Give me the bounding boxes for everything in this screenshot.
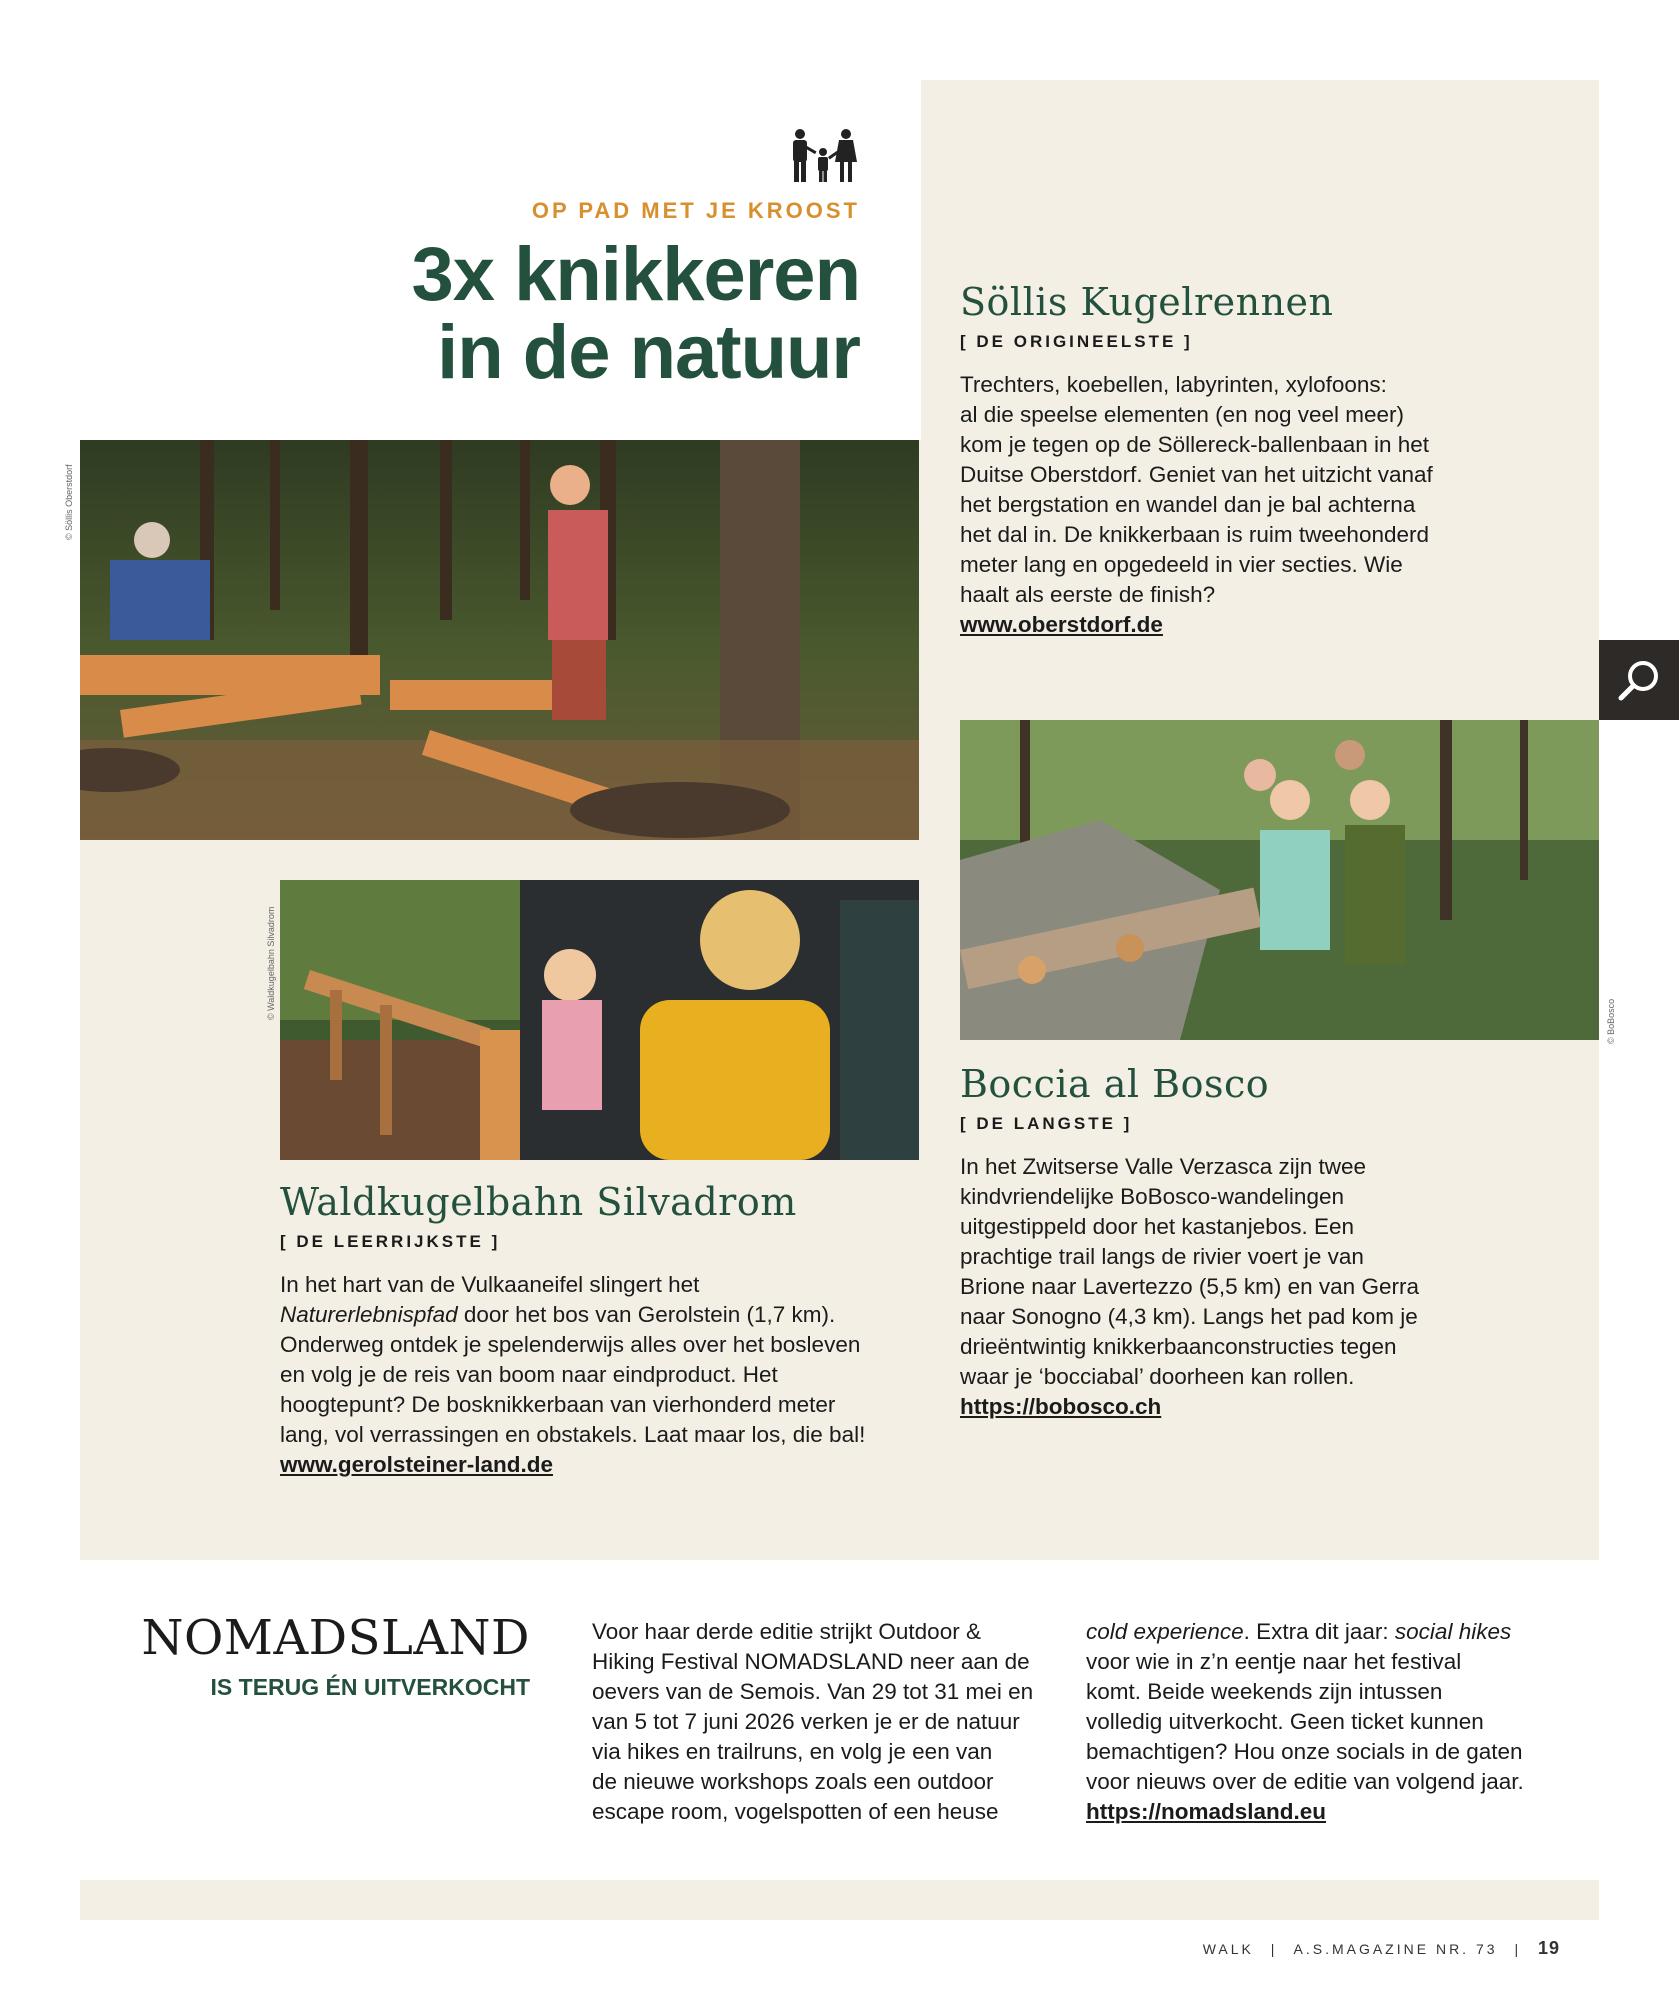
body-line: hoogtepunt? De bosknikkerbaan van vierhonderd meter [280,1392,836,1417]
nomadsland-column-2 [1086,1617,1566,1827]
body-line: meter lang en opgedeeld in vier secties. Wie [960,552,1403,577]
photo-sollis-kugelrennen [80,440,919,840]
photo-boccia-al-bosco [960,720,1599,1040]
search-icon [1599,640,1679,720]
body-line: de nieuwe workshops zoals een outdoor [592,1769,994,1794]
nomadsland-heading [130,1610,530,1701]
title-line-1: 3x knikkeren [411,232,860,317]
body-line: Voor haar derde editie strijkt Outdoor & [592,1619,981,1644]
body-line: Duitse Oberstdorf. Geniet van het uitzicht vanaf [960,462,1433,487]
footer-magazine: A.S.MAGAZINE NR. 73 [1293,1941,1498,1957]
page-number: 19 [1537,1938,1560,1958]
article-title: Boccia al Bosco [960,1062,1270,1106]
nomadsland-link[interactable]: https://nomadsland.eu [1086,1799,1327,1824]
footer-separator: | [1270,1941,1278,1957]
body-line: haalt als eerste de finish? [960,582,1216,607]
body-line: voor wie in z’n eentje naar het festival [1086,1649,1462,1674]
italic-term: Naturerlebnispfad [280,1302,458,1327]
photo-credit-waldkugelbahn: © Waldkugelbahn Silvadrom [266,906,276,1020]
body-line: voor nieuws over de editie van volgend jaar. [1086,1769,1524,1794]
body-line: prachtige trail langs de rivier voert je van [960,1244,1364,1269]
kicker: OP PAD MET JE KROOST [531,198,860,223]
footer-section: WALK [1202,1941,1254,1957]
body-line: komt. Beide weekends zijn intussen [1086,1679,1443,1704]
body-line: In het hart van de Vulkaaneifel slingert het [280,1272,700,1297]
family-icon [784,128,862,184]
page-title [300,232,860,395]
body-line: en volg je de reis van boom naar eindproduct. Het [280,1362,778,1387]
article-title: Waldkugelbahn Silvadrom [280,1180,797,1224]
body-line: drieëntwintig knikkerbaanconstructies tegen [960,1334,1397,1359]
body-line: via hikes en trailruns, en volg je een van [592,1739,993,1764]
article-tag: [ DE LANGSTE ] [960,1114,1133,1133]
article-tag: [ DE LEERRIJKSTE ] [280,1232,501,1251]
body-line [1086,1617,1566,1647]
article-tag: [ DE ORIGINEELSTE ] [960,332,1193,351]
article-body [960,1152,1560,1422]
article-link[interactable]: www.oberstdorf.de [960,612,1163,637]
article-silvadrom [280,1180,920,1480]
body-line-rest: door het bos van Gerolstein (1,7 km). [457,1302,836,1327]
italic-term: cold experience [1086,1619,1244,1644]
photo-credit-sollis: © Söllis Oberstdorf [64,464,74,540]
photo-credit-bobosco: © BoBosco [1606,998,1616,1044]
body-line: kindvriendelijke BoBosco-wandelingen [960,1184,1344,1209]
body-line: al die speelse elementen (en nog veel meer) [960,402,1405,427]
footer-separator: | [1514,1941,1522,1957]
italic-term: social hikes [1394,1619,1512,1644]
body-line [280,1300,920,1330]
title-line-2: in de natuur [437,310,860,395]
body-line: Brione naar Lavertezzo (5,5 km) en van Gerra [960,1274,1419,1299]
body-line: oevers van de Semois. Van 29 tot 31 mei en [592,1679,1034,1704]
body-line: Onderweg ontdek je spelenderwijs alles over het bosleven [280,1332,861,1357]
body-line: het bergstation en wandel dan je bal achterna [960,492,1416,517]
article-link[interactable]: www.gerolsteiner-land.de [280,1452,553,1477]
body-line: uitgestippeld door het kastanjebos. Een [960,1214,1355,1239]
body-line: bemachtigen? Hou onze socials in de gaten [1086,1739,1523,1764]
nomadsland-subtitle: IS TERUG ÉN UITVERKOCHT [210,1674,530,1700]
body-line: Trechters, koebellen, labyrinten, xylofoons: [960,372,1387,397]
article-link[interactable]: https://bobosco.ch [960,1394,1162,1419]
article-title: Söllis Kugelrennen [960,280,1334,324]
nomadsland-column-1 [592,1617,1052,1827]
body-line: escape room, vogelspotten of een heuse [592,1799,999,1824]
page-footer [1180,1938,1560,1959]
bottom-band [80,1880,1599,1920]
article-body [960,370,1520,640]
article-sollis [960,280,1520,640]
body-line-mid: . Extra dit jaar: [1243,1619,1395,1644]
nomadsland-title: NOMADSLAND [141,1610,530,1666]
photo-waldkugelbahn-silvadrom [280,880,919,1160]
body-line: waar je ‘bocciabal’ doorheen kan rollen. [960,1364,1355,1389]
search-tab[interactable] [1599,640,1679,720]
body-line: volledig uitverkocht. Geen ticket kunnen [1086,1709,1484,1734]
article-body [280,1270,920,1480]
body-line: naar Sonogno (4,3 km). Langs het pad kom je [960,1304,1418,1329]
body-line: In het Zwitserse Valle Verzasca zijn twee [960,1154,1367,1179]
body-line: het dal in. De knikkerbaan is ruim tweehonderd [960,522,1430,547]
body-line: Hiking Festival NOMADSLAND neer aan de [592,1649,1030,1674]
body-line: lang, vol verrassingen en obstakels. Laat maar los, die bal! [280,1422,866,1447]
body-line: kom je tegen op de Söllereck-ballenbaan in het [960,432,1430,457]
article-boccia [960,1062,1560,1422]
body-line: van 5 tot 7 juni 2026 verken je er de natuur [592,1709,1020,1734]
